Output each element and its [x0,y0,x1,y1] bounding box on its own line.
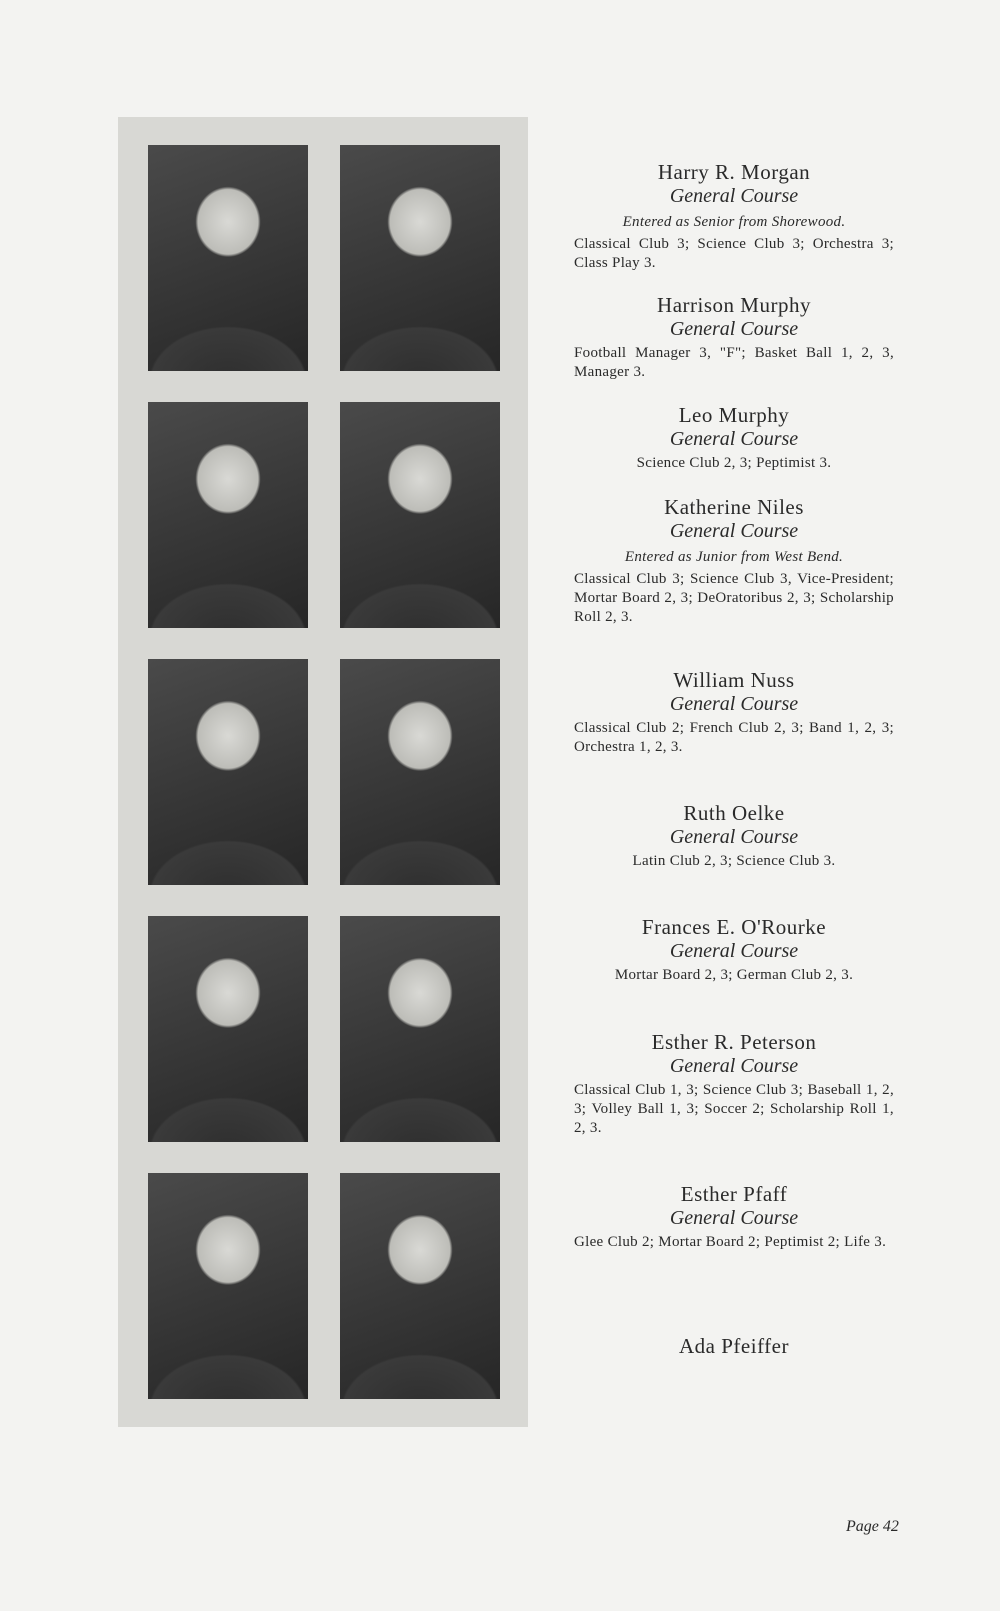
portrait-harry-morgan [148,145,308,371]
student-name: Frances E. O'Rourke [641,915,827,939]
student-activities: Classical Club 3; Science Club 3; Orchestra 3; Class Play 3. [574,236,894,271]
student-entry [574,403,894,473]
student-entry [574,293,894,382]
student-name: William Nuss [673,668,795,692]
student-name: Esther Pfaff [680,1182,788,1206]
student-name: Ruth Oelke [683,801,785,825]
photo-panel [118,117,528,1427]
student-name: Katherine Niles [664,495,804,519]
student-name: Leo Murphy [678,403,790,427]
student-course: General Course [669,940,799,962]
student-entry [574,160,894,273]
portrait-esther-peterson [340,916,500,1142]
student-entry [574,1334,894,1358]
student-entry [574,915,894,985]
student-note: Entered as Senior from Shorewood. [622,214,846,230]
page-number: Page 42 [846,1518,899,1535]
student-activities: Classical Club 3; Science Club 3, Vice-President; Mortar Board 2, 3; DeOratoribus 2, 3; Scholarship Roll 2, 3. [574,571,894,625]
portrait-katherine-niles [340,402,500,628]
student-name: Esther R. Peterson [651,1030,817,1054]
portrait-frances-orourke [148,916,308,1142]
student-activities: Classical Club 1, 3; Science Club 3; Baseball 1, 2, 3; Volley Ball 1, 3; Soccer 2; Scholarship Roll 1, 2, 3. [574,1082,894,1136]
student-course: General Course [669,520,799,542]
student-entry [574,1030,894,1138]
portrait-ruth-oelke [340,659,500,885]
student-course: General Course [669,428,799,450]
portrait-ada-pfeiffer [340,1173,500,1399]
student-activities: Classical Club 2; French Club 2, 3; Band 1, 2, 3; Orchestra 1, 2, 3. [574,720,894,755]
student-entry [574,495,894,627]
student-course: General Course [669,1055,799,1077]
student-activities: Glee Club 2; Mortar Board 2; Peptimist 2; Life 3. [574,1234,887,1250]
student-course: General Course [669,185,799,207]
portrait-esther-pfaff [148,1173,308,1399]
student-activities: Science Club 2, 3; Peptimist 3. [636,455,832,471]
student-name: Harry R. Morgan [657,160,811,184]
student-name: Ada Pfeiffer [679,1334,789,1358]
student-activities: Mortar Board 2, 3; German Club 2, 3. [614,967,854,983]
student-course: General Course [669,1207,799,1229]
portrait-william-nuss [148,659,308,885]
portrait-harrison-murphy [340,145,500,371]
student-note: Entered as Junior from West Bend. [624,549,844,565]
student-activities: Football Manager 3, "F"; Basket Ball 1, 2, 3, Manager 3. [574,345,894,380]
portrait-leo-murphy [148,402,308,628]
student-course: General Course [669,318,799,340]
student-entry [574,801,894,871]
student-course: General Course [669,693,799,715]
student-entry [574,668,894,757]
student-entry [574,1182,894,1252]
student-course: General Course [669,826,799,848]
student-name: Harrison Murphy [657,293,811,317]
student-activities: Latin Club 2, 3; Science Club 3. [632,853,836,869]
